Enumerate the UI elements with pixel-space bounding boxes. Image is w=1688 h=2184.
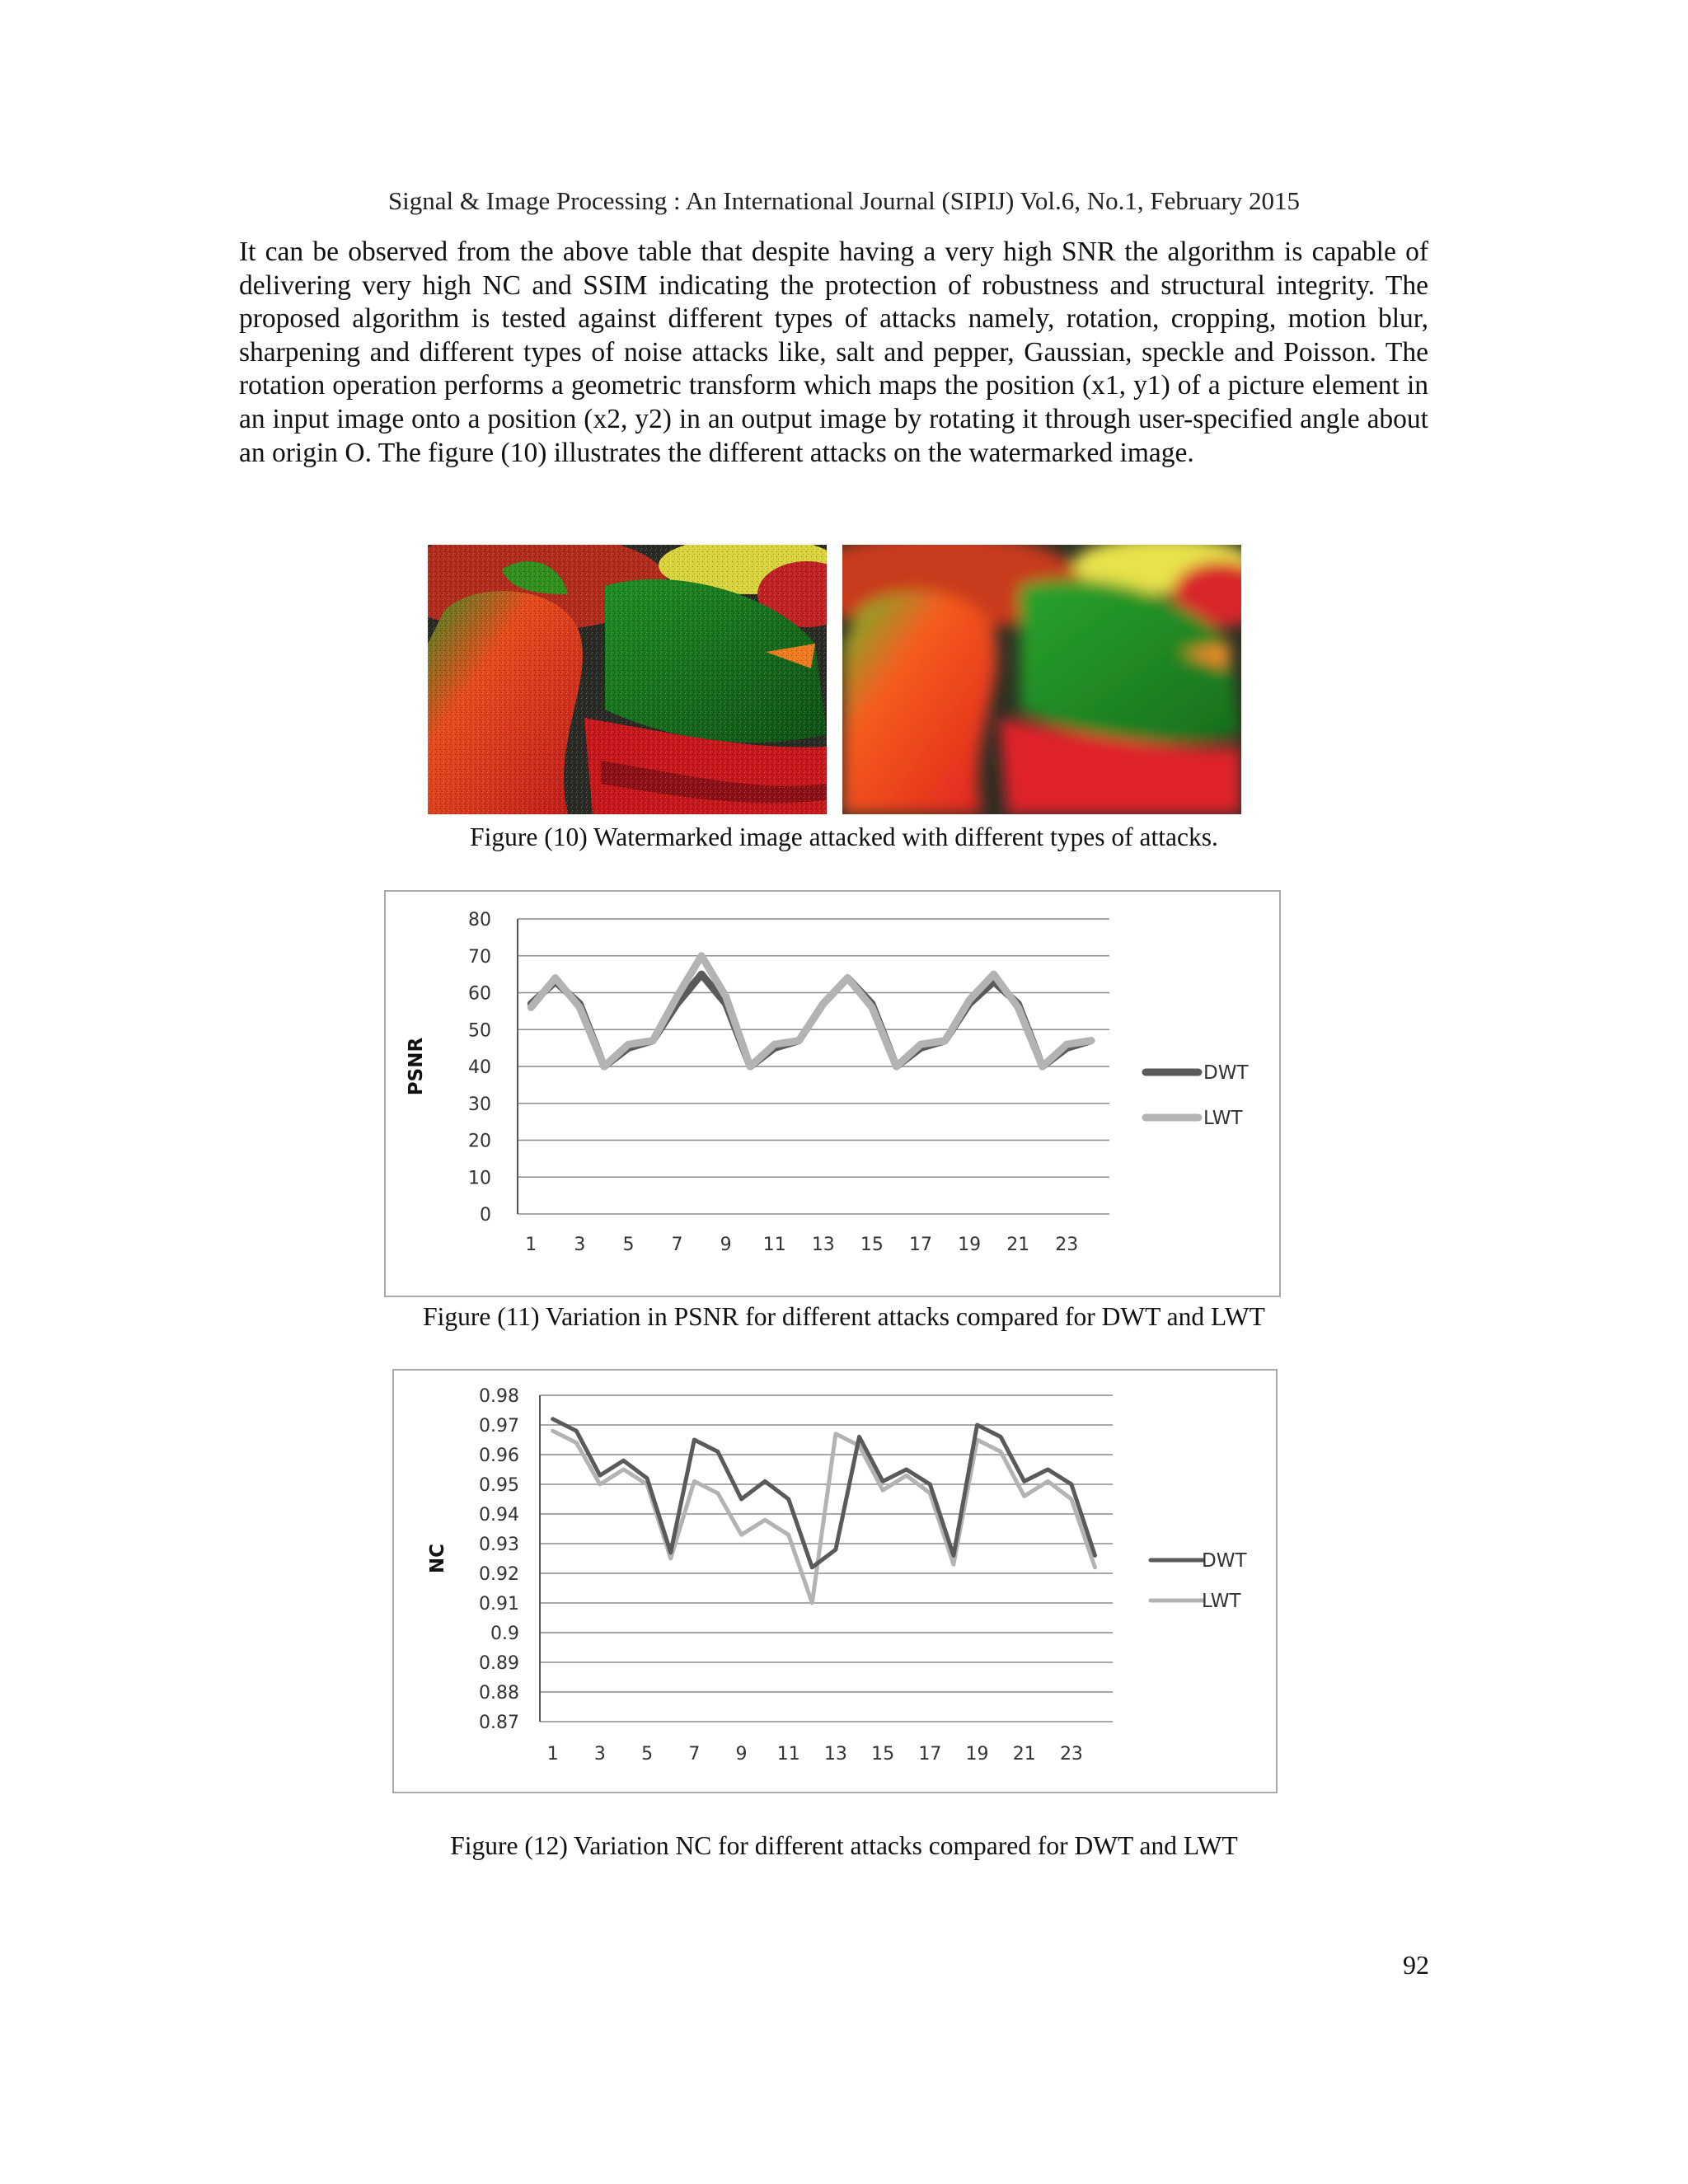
legend-label-lwt: LWT [1202, 1591, 1241, 1612]
legend-label-dwt: DWT [1203, 1062, 1249, 1084]
legend-label-dwt: DWT [1202, 1550, 1247, 1572]
y-tick-label: 80 [468, 910, 491, 930]
x-tick-label: 1 [525, 1235, 537, 1255]
blurred-peppers-image [842, 545, 1241, 814]
x-tick-label: 5 [622, 1235, 635, 1255]
y-tick-label: 50 [468, 1020, 491, 1042]
x-tick-label: 9 [735, 1744, 748, 1765]
journal-header: Signal & Image Processing : An International Journal (SIPIJ) Vol.6, No.1, February 2015 [387, 186, 1301, 215]
body-paragraph: It can be observed from the above table that despite having a very high SNR the algorithm is capable of delivering very high NC and SSIM indicating the protection of robustness and structural integrity. The proposed algorithm is tested against different types of attacks namely, rotation, cropping, motion blur, sharpening and different types of noise attacks like, salt and pepper, Gaussian, speckle and Poisson. The rotation operation performs a geometric transform which maps the position (x1, y1) of a picture element in an input image onto a position (x2, y2) in an output image by rotating it through user-specified angle about an origin O. The figure (10) illustrates the different attacks on the watermarked image. [239, 237, 1428, 468]
y-tick-label: 0.87 [479, 1713, 519, 1733]
noisy-peppers-image [428, 545, 827, 814]
page-number: 92 [1403, 1950, 1429, 1980]
x-tick-label: 9 [720, 1235, 732, 1255]
y-tick-label: 0.9 [490, 1624, 519, 1644]
x-tick-label: 13 [811, 1235, 835, 1255]
legend-label-lwt: LWT [1203, 1108, 1243, 1129]
series-line-dwt [553, 1419, 1095, 1568]
y-tick-label: 0 [480, 1205, 491, 1226]
x-tick-label: 19 [958, 1235, 982, 1255]
x-tick-label: 15 [860, 1235, 884, 1255]
x-tick-label: 7 [688, 1744, 701, 1765]
y-tick-label: 10 [468, 1168, 491, 1189]
series-line-lwt [531, 956, 1091, 1066]
nc-chart-plot [394, 1371, 1276, 1792]
x-tick-label: 3 [593, 1744, 606, 1765]
x-tick-label: 7 [671, 1235, 683, 1255]
figure-12-caption: Figure (12) Variation NC for different attacks compared for DWT and LWT [450, 1831, 1238, 1860]
x-tick-label: 17 [909, 1235, 933, 1255]
psnr-chart-plot [386, 892, 1279, 1296]
x-tick-label: 11 [762, 1235, 786, 1255]
x-tick-label: 19 [965, 1744, 989, 1765]
x-tick-label: 23 [1055, 1235, 1079, 1255]
figure-10-caption: Figure (10) Watermarked image attacked with different types of attacks. [470, 823, 1218, 851]
y-tick-label: 0.88 [479, 1683, 519, 1704]
x-tick-label: 13 [823, 1744, 847, 1765]
y-tick-label: 0.92 [479, 1564, 519, 1585]
x-tick-label: 17 [918, 1744, 942, 1765]
y-tick-label: 0.93 [479, 1535, 519, 1555]
nc-chart [392, 1369, 1278, 1793]
y-tick-label: 0.98 [479, 1386, 519, 1407]
y-tick-label: 0.91 [479, 1594, 519, 1615]
x-tick-label: 21 [1012, 1744, 1036, 1765]
psnr-chart [384, 890, 1281, 1297]
x-tick-label: 5 [641, 1744, 654, 1765]
y-tick-label: 40 [468, 1057, 491, 1078]
y-tick-label: 20 [468, 1131, 491, 1152]
x-tick-label: 1 [546, 1744, 559, 1765]
y-axis-label: PSNR [406, 1037, 427, 1096]
y-tick-label: 30 [468, 1094, 491, 1115]
series-line-lwt [553, 1431, 1095, 1603]
y-tick-label: 70 [468, 946, 491, 968]
y-tick-label: 60 [468, 983, 491, 1005]
y-tick-label: 0.96 [479, 1446, 519, 1466]
x-tick-label: 21 [1006, 1235, 1030, 1255]
x-tick-label: 11 [776, 1744, 800, 1765]
y-axis-label: NC [427, 1543, 448, 1574]
x-tick-label: 23 [1059, 1744, 1083, 1765]
figure-10-images [428, 545, 1241, 814]
figure-11-caption: Figure (11) Variation in PSNR for different attacks compared for DWT and LWT [423, 1302, 1265, 1331]
x-tick-label: 3 [574, 1235, 586, 1255]
x-tick-label: 15 [871, 1744, 895, 1765]
y-tick-label: 0.94 [479, 1505, 519, 1526]
y-tick-label: 0.97 [479, 1416, 519, 1436]
y-tick-label: 0.89 [479, 1653, 519, 1674]
y-tick-label: 0.95 [479, 1475, 519, 1496]
